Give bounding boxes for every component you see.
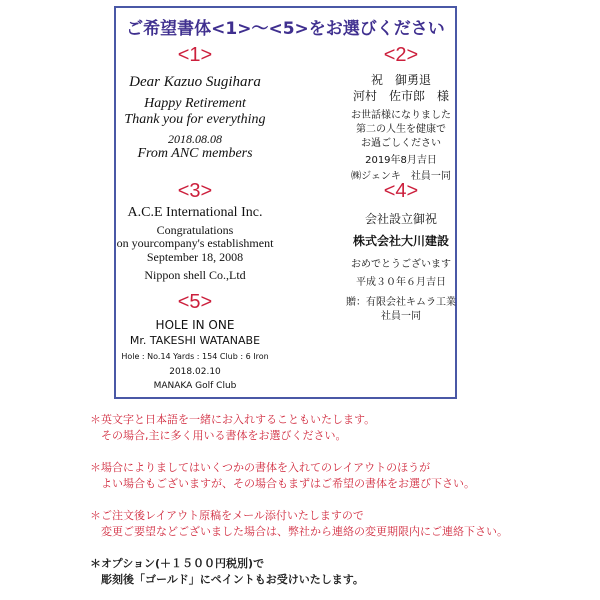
- sample-2-line: 祝 御勇退: [370, 73, 431, 87]
- note-line: 彫刻後「ゴールド」にペイントもお受けいたします。: [90, 573, 364, 586]
- sample-1-line: Dear Kazuo Sugihara: [129, 74, 261, 90]
- sample-4-line: 贈：有限会社キムラ工業: [346, 297, 456, 308]
- sample-4-line: 平成３０年６月吉日: [356, 277, 446, 288]
- sample-2-line: お過ごしください: [361, 138, 441, 149]
- sample-5-line: HOLE IN ONE: [155, 318, 235, 332]
- note-line: ＊ご注文後レイアウト原稿をメール添付いたしますので: [90, 509, 364, 522]
- sample-5-line: Hole : No.14 Yards : 154 Club : 6 Iron: [121, 352, 269, 361]
- sample-1-line: From ANC members: [137, 146, 253, 161]
- sample-3-line: on yourcompany's establishment: [116, 236, 274, 250]
- sample-2-line: お世話様になりました: [351, 110, 451, 121]
- sample-1-line: Happy Retirement: [144, 96, 246, 111]
- sample-2-line: 第二の人生を健康で: [356, 124, 446, 135]
- sample-4-line: 会社設立御祝: [364, 212, 437, 226]
- sample-5-line: 2018.02.10: [169, 367, 221, 377]
- note-line: よい場合もございますが、その場合もまずはご希望の書体をお選び下さい。: [90, 477, 475, 490]
- note-line: ＊オプション(＋１５００円税別)で: [90, 557, 265, 570]
- sample-4-line: 社員一同: [381, 311, 421, 322]
- sample-4-line: 株式会社大川建設: [352, 234, 449, 248]
- sample-3-line: Congratulations: [156, 223, 234, 237]
- sample-2-number: <2>: [383, 44, 419, 66]
- sample-1-line: Thank you for everything: [124, 112, 266, 127]
- sample-2-line: 河村 佐市郎 様: [352, 89, 449, 103]
- sample-3-line: A.C.E International Inc.: [127, 205, 263, 220]
- note-line: ＊英文字と日本語を一緒にお入れすることもいたします。: [90, 413, 376, 426]
- sample-5-line: Mr. TAKESHI WATANABE: [129, 334, 261, 347]
- sample-3-line: September 18, 2008: [146, 250, 244, 264]
- sample-1-number: <1>: [177, 44, 213, 66]
- sample-4-number: <4>: [383, 180, 419, 202]
- order-notes: [90, 412, 508, 588]
- note-line: その場合,主に多く用いる書体をお選びください。: [90, 429, 347, 442]
- sample-4-line: おめでとうございます: [351, 259, 451, 270]
- sample-3-line: Nippon shell Co.,Ltd: [144, 268, 246, 282]
- note-line: ＊場合によりましてはいくつかの書体を入れてのレイアウトのほうが: [90, 461, 431, 474]
- note-line: 変更ご要望などございました場合は、弊社から連絡の変更期限内にご連絡下さい。: [90, 525, 508, 538]
- sample-1-line: 2018.08.08: [168, 132, 222, 146]
- sample-2-line: 2019年8月吉日: [365, 155, 437, 166]
- sample-2-line: ㈱ジェンキ 社員一同: [351, 171, 451, 182]
- sample-3-number: <3>: [177, 180, 213, 202]
- sample-5-line: MANAKA Golf Club: [153, 381, 237, 391]
- sample-5-number: <5>: [177, 291, 213, 313]
- page-heading: ご希望書体<1>〜<5>をお選びください: [126, 19, 445, 39]
